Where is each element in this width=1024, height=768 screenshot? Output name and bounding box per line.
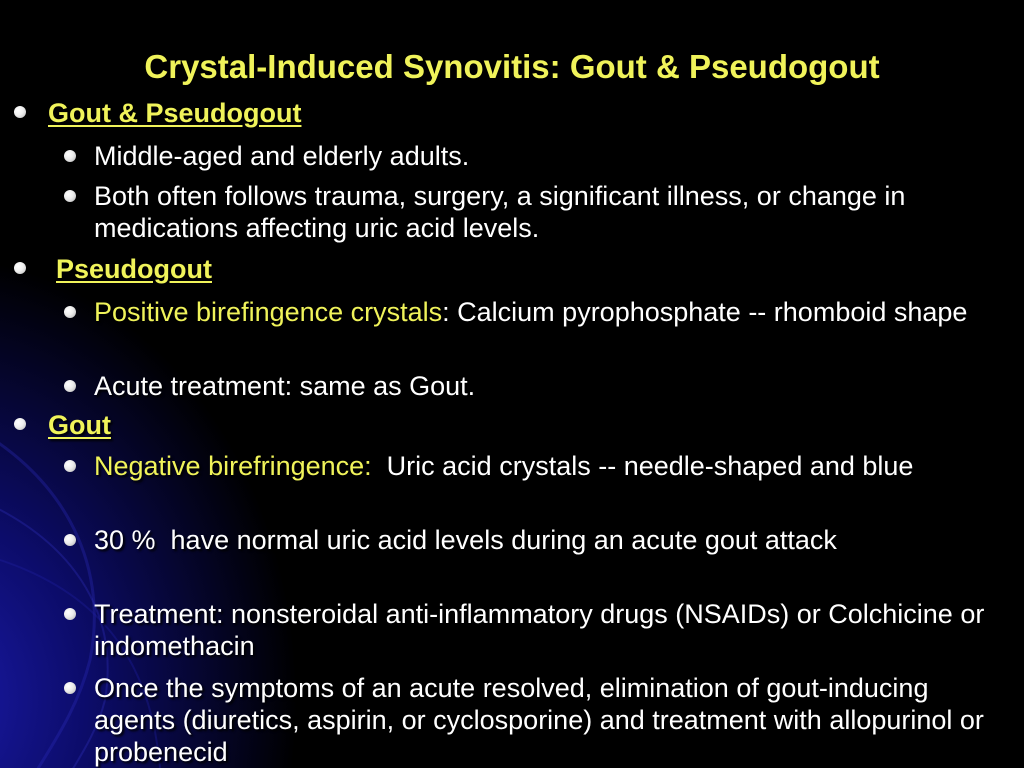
item-text: : Calcium pyrophosphate -- rhomboid shape (442, 297, 968, 327)
item-text: Treatment: nonsteroidal anti-inflammatory drugs (NSAIDs) or Colchicine or indomethacin (94, 599, 985, 661)
list-item (64, 524, 1004, 556)
item-text: Once the symptoms of an acute resolved, elimination of gout-inducing agents (diuretics, aspirin, or cyclosporine) and treatment with allopurinol or probenecid (94, 673, 984, 767)
section-heading-gout-pseudogout (14, 98, 301, 129)
item-text: Uric acid crystals -- needle-shaped and blue (371, 451, 914, 481)
bullet-icon (14, 106, 26, 118)
bullet-icon (64, 306, 76, 318)
section-heading-text: Pseudogout (56, 254, 212, 284)
item-highlight: Negative birefringence: (94, 451, 372, 481)
item-text: 30 % have normal uric acid levels during an acute gout attack (94, 525, 837, 555)
bullet-icon (64, 380, 76, 392)
bullet-icon (64, 190, 76, 202)
list-item (64, 672, 1004, 768)
item-text: Middle-aged and elderly adults. (94, 141, 470, 171)
item-highlight: Positive birefingence crystals (94, 297, 443, 327)
bullet-icon (64, 682, 76, 694)
section-heading-pseudogout (14, 254, 212, 285)
slide-title: Crystal-Induced Synovitis: Gout & Pseudogout (144, 48, 880, 85)
list-item (64, 296, 1004, 328)
item-text: Acute treatment: same as Gout. (94, 371, 476, 401)
section-heading-text: Gout (48, 410, 111, 440)
bullet-icon (14, 418, 26, 430)
bullet-icon (64, 460, 76, 472)
bullet-icon (64, 534, 76, 546)
section-heading-text: Gout & Pseudogout (48, 98, 302, 128)
list-item (64, 450, 1004, 482)
list-item (64, 370, 1004, 402)
bullet-icon (64, 608, 76, 620)
item-text: Both often follows trauma, surgery, a significant illness, or change in medications affecting uric acid levels. (94, 181, 906, 243)
list-item (64, 180, 1004, 244)
list-item (64, 140, 1004, 172)
list-item (64, 598, 1004, 662)
bullet-icon (14, 262, 26, 274)
bullet-icon (64, 150, 76, 162)
section-heading-gout (14, 410, 111, 441)
